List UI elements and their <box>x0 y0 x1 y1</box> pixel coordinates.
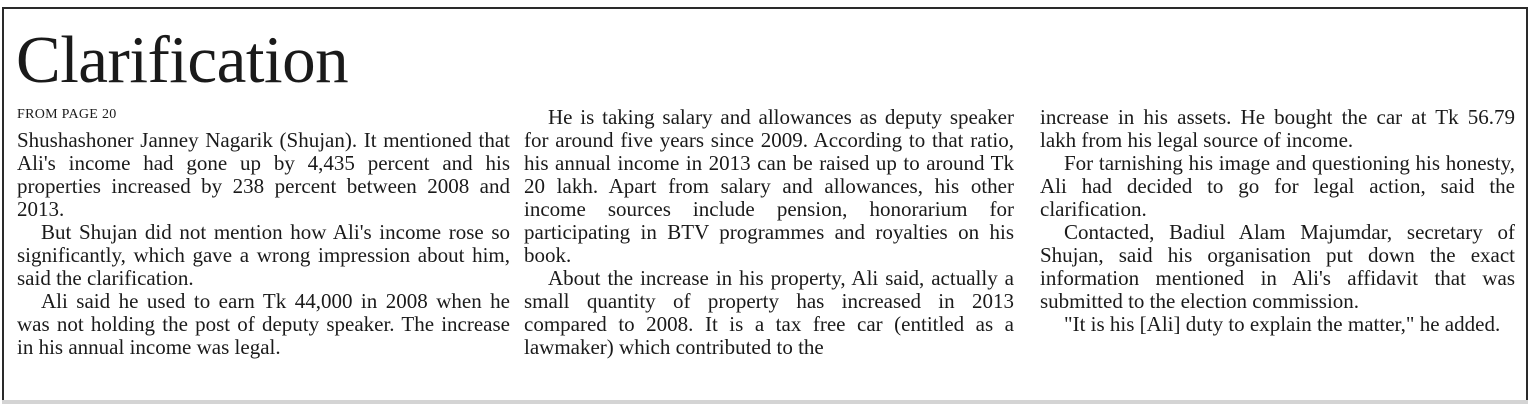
bottom-rule <box>2 400 1528 404</box>
paragraph: About the increase in his property, Ali said, actually a small quantity of property has increased in 2013 compared to 2008. It is a tax free car (entitled as a lawmaker) which contributed to the <box>524 266 1014 359</box>
column-2 <box>524 106 1014 359</box>
paragraph: Ali said he used to earn Tk 44,000 in 2008 when he was not holding the post of deputy speaker. The increase in his annual income was legal. <box>17 289 510 359</box>
paragraph: Contacted, Badiul Alam Majumdar, secretary of Shujan, said his organisation put down the exact information mentioned in Ali's affidavit that was submitted to the election commission. <box>1040 220 1515 313</box>
paragraph: For tarnishing his image and questioning his honesty, Ali had decided to go for legal action, said the clarification. <box>1040 151 1515 221</box>
headline: Clarification <box>16 23 349 97</box>
paragraph: Shushashoner Janney Nagarik (Shujan). It mentioned that Ali's income had gone up by 4,435 percent and his properties increased by 238 percent between 2008 and 2013. <box>17 128 510 221</box>
paragraph: increase in his assets. He bought the car at Tk 56.79 lakh from his legal source of income. <box>1040 105 1515 152</box>
column-3 <box>1040 106 1515 336</box>
paragraph: But Shujan did not mention how Ali's income rose so significantly, which gave a wrong impression about him, said the clarification. <box>17 220 510 290</box>
jump-line: FROM PAGE 20 <box>17 107 117 122</box>
paragraph: He is taking salary and allowances as deputy speaker for around five years since 2009. According to that ratio, his annual income in 2013 can be raised up to around Tk 20 lakh. Apart from salary and allowances, his other income sources include pension, honorarium for participating in BTV programmes and royalties on his book. <box>524 105 1014 267</box>
paragraph: "It is his [Ali] duty to explain the matter," he added. <box>1064 312 1501 336</box>
column-1 <box>17 129 510 359</box>
